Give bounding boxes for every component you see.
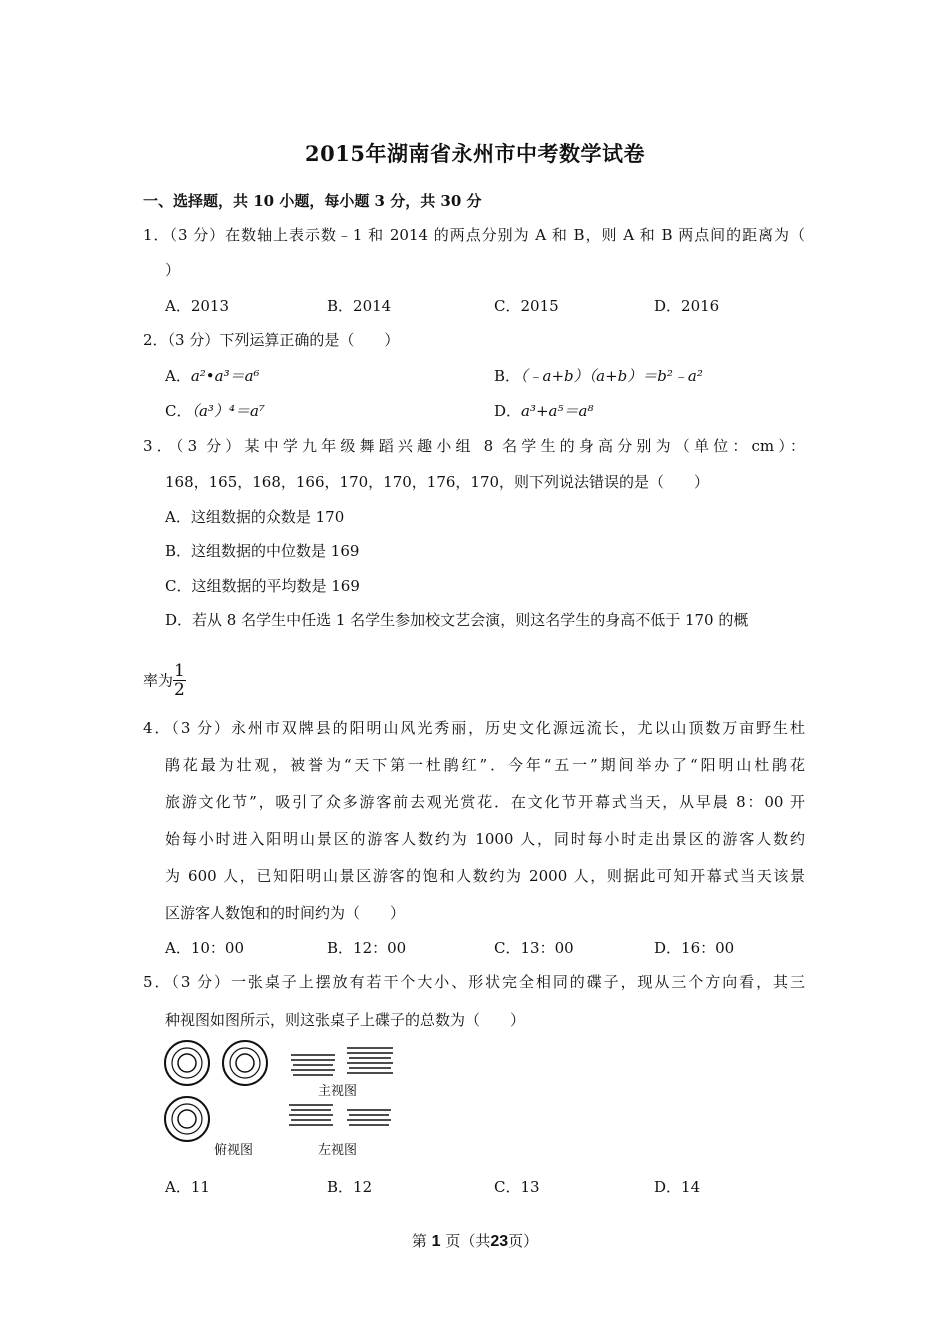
option-b-prefix: B． [494,367,521,385]
fraction-one-half [173,662,186,699]
question-1-stem: 1．（3 分）在数轴上表示数﹣1 和 2014 的两点分别为 A 和 B，则 A 和 B 两点间的距离为（ [143,226,805,244]
option-a-expression: a²•a³＝a⁶ [190,367,260,385]
question-1-option-c: C．2015 [494,297,559,315]
question-3-option-c: C．这组数据的平均数是 169 [165,577,360,595]
question-2-option-d [494,401,593,421]
question-5-option-c: C．13 [494,1178,540,1196]
question-2-option-c [165,401,265,421]
question-2-option-b [494,366,703,386]
question-2-option-a [165,366,260,386]
question-4-option-b: B．12：00 [327,939,407,957]
option-d-expression: a³+a⁵＝a⁸ [521,402,594,420]
three-view-figure [160,1038,410,1160]
top-view-label: 俯视图 [214,1143,254,1158]
front-view-stack-left [291,1055,335,1075]
option-b-expression: （﹣a+b）（a+b）＝b²﹣a² [520,367,703,385]
question-3-option-b: B．这组数据的中位数是 169 [165,542,360,560]
footer-total-pages: 23 [490,1233,509,1250]
question-4-line-6: 区游客人数饱和的时间约为（ ） [165,904,406,922]
top-view-plate-3 [165,1097,209,1141]
question-4-option-d: D．16：00 [654,939,735,957]
fraction-denominator: 2 [174,680,185,700]
front-view-label: 主视图 [318,1084,358,1099]
footer-middle: 页（共 [445,1232,491,1250]
question-1-stem-cont: ） [165,261,181,279]
question-1-option-b: B．2014 [327,297,392,315]
question-3-option-a: A．这组数据的众数是 170 [165,508,345,526]
left-view-stack-left [289,1105,333,1125]
question-5-stem-cont: 种视图如图所示，则这张桌子上碟子的总数为（ ） [165,1011,526,1029]
footer-page-number: 1 [431,1233,441,1250]
section-heading-choice: 一、选择题，共 10 小题，每小题 3 分，共 30 分 [143,192,482,210]
left-view-label: 左视图 [318,1143,358,1158]
option-a-prefix: A． [165,367,191,385]
question-4-option-c: C．13：00 [494,939,574,957]
question-3-option-d: D．若从 8 名学生中任选 1 名学生参加校文艺会演，则这名学生的身高不低于 170 的概 [165,611,749,629]
page-footer [0,1230,950,1251]
question-4-line-5: 为 600 人，已知阳明山景区游客的饱和人数约为 2000 人，则据此可知开幕式当天该景 [165,867,805,885]
question-4-option-a: A．10：00 [165,939,245,957]
left-view-stack-right [347,1110,391,1125]
probability-label: 率为 [143,671,174,690]
question-3-data: 168，165，168，166，170，170，176，170，则下列说法错误的是（ ） [165,473,710,491]
question-5-option-b: B．12 [327,1178,373,1196]
footer-prefix: 第 [411,1232,427,1250]
question-4-line-1: 4．（3 分）永州市双牌县的阳明山风光秀丽，历史文化源远流长，尤以山顶数万亩野生杜 [143,719,805,737]
question-4-line-4: 始每小时进入阳明山景区的游客人数约为 1000 人，同时每小时走出景区的游客人数约 [165,830,805,848]
question-2-stem: 2．（3 分）下列运算正确的是（ ） [143,331,400,349]
page-title: 2015年湖南省永州市中考数学试卷 [305,141,645,166]
question-5-option-a: A．11 [165,1178,210,1196]
question-5-stem: 5．（3 分）一张桌子上摆放有若干个大小、形状完全相同的碟子，现从三个方向看，其三 [143,973,805,991]
question-1-option-d: D．2016 [654,297,720,315]
top-view-plate-2 [223,1041,267,1085]
question-5-option-d: D．14 [654,1178,701,1196]
fraction-numerator: 1 [174,661,185,681]
footer-suffix: 页） [508,1232,539,1250]
question-1-option-a: A．2013 [165,297,230,315]
question-3-option-d-cont [143,662,186,699]
front-view-stack-right [347,1048,393,1073]
top-view-plate-1 [165,1041,209,1085]
option-d-prefix: D． [494,402,522,420]
question-4-line-3: 旅游文化节”，吸引了众多游客前去观光赏花．在文化节开幕式当天，从早晨 8：00 开 [165,793,805,811]
option-c-expression: （a³）⁴＝a⁷ [191,402,265,420]
question-4-line-2: 鹃花最为壮观，被誉为“天下第一杜鹃红”．今年“五一”期间举办了“阳明山杜鹃花 [165,756,805,774]
question-3-stem: 3．（3 分）某中学九年级舞蹈兴趣小组 8 名学生的身高分别为（单位：cm）： [143,437,805,455]
option-c-prefix: C． [165,402,192,420]
